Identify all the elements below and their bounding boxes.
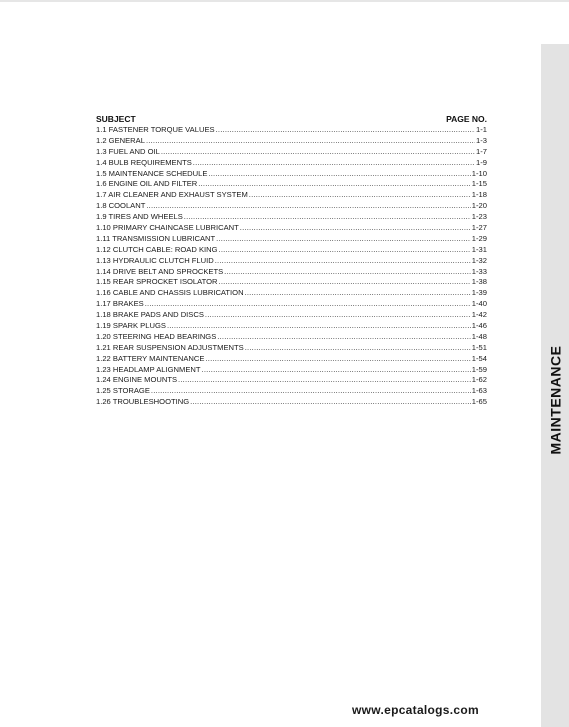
- toc-entry-page: 1-7: [476, 146, 487, 156]
- toc-entry-title: 1.17 BRAKES: [96, 299, 144, 309]
- toc-entry-title: 1.6 ENGINE OIL AND FILTER: [96, 179, 198, 189]
- toc-entry[interactable]: [96, 397, 487, 408]
- toc-entry-title: 1.20 STEERING HEAD BEARINGS: [96, 331, 217, 341]
- toc-entry-title: 1.14 DRIVE BELT AND SPROCKETS: [96, 266, 224, 276]
- toc-entry-page: 1-9: [476, 157, 487, 167]
- dot-leader: [145, 299, 471, 310]
- dot-leader: [184, 212, 471, 223]
- section-title-vertical: MAINTENANCE: [547, 345, 564, 455]
- dot-leader: [193, 158, 475, 169]
- dot-leader: [202, 365, 471, 376]
- dot-leader: [219, 277, 471, 288]
- toc-entry[interactable]: [96, 321, 487, 332]
- toc-entry-page: 1-10: [471, 168, 487, 178]
- toc-entry-page: 1-32: [471, 255, 487, 265]
- toc-entry[interactable]: [96, 288, 487, 299]
- toc-entry[interactable]: [96, 223, 487, 234]
- toc-entry-page: 1-3: [476, 135, 487, 145]
- toc-entry-page: 1-48: [471, 331, 487, 341]
- toc-entry-page: 1-51: [471, 342, 487, 352]
- toc-entry-page: 1-29: [471, 233, 487, 243]
- toc-entry-page: 1-63: [471, 386, 487, 396]
- toc-entry[interactable]: [96, 354, 487, 365]
- toc-entry[interactable]: [96, 147, 487, 158]
- section-side-tab-label: [541, 330, 569, 470]
- toc-entry[interactable]: [96, 179, 487, 190]
- toc-entry-title: 1.22 BATTERY MAINTENANCE: [96, 353, 205, 363]
- toc-entry-page: 1-20: [471, 201, 487, 211]
- toc-entry[interactable]: [96, 190, 487, 201]
- toc-entry-title: 1.18 BRAKE PADS AND DISCS: [96, 310, 204, 320]
- dot-leader: [249, 190, 471, 201]
- dot-leader: [205, 310, 471, 321]
- toc-entry[interactable]: [96, 201, 487, 212]
- dot-leader: [198, 179, 471, 190]
- toc-entry-title: 1.5 MAINTENANCE SCHEDULE: [96, 168, 208, 178]
- toc-entry-title: 1.3 FUEL AND OIL: [96, 146, 160, 156]
- dot-leader: [146, 136, 475, 147]
- toc-entry[interactable]: [96, 310, 487, 321]
- toc-entry[interactable]: [96, 158, 487, 169]
- toc-entry-title: 1.2 GENERAL: [96, 135, 145, 145]
- toc-entry[interactable]: [96, 299, 487, 310]
- toc-entry-page: 1-33: [471, 266, 487, 276]
- dot-leader: [167, 321, 471, 332]
- dot-leader: [224, 267, 471, 278]
- toc-entry-page: 1-59: [471, 364, 487, 374]
- toc-entry-page: 1-62: [471, 375, 487, 385]
- toc-entry-title: 1.16 CABLE AND CHASSIS LUBRICATION: [96, 288, 244, 298]
- toc-entry-page: 1-31: [471, 244, 487, 254]
- dot-leader: [205, 354, 470, 365]
- dot-leader: [151, 386, 471, 397]
- dot-leader: [215, 256, 471, 267]
- toc-header: [96, 112, 487, 124]
- toc-entry[interactable]: [96, 169, 487, 180]
- toc-entry-title: 1.25 STORAGE: [96, 386, 150, 396]
- toc-entry-title: 1.11 TRANSMISSION LUBRICANT: [96, 233, 216, 243]
- dot-leader: [178, 375, 471, 386]
- toc-entry-page: 1-18: [471, 190, 487, 200]
- toc-entry[interactable]: [96, 212, 487, 223]
- page-column-header: PAGE NO.: [446, 114, 487, 124]
- toc-entry[interactable]: [96, 136, 487, 147]
- dot-leader: [146, 201, 470, 212]
- toc-entry[interactable]: [96, 365, 487, 376]
- toc-entry[interactable]: [96, 256, 487, 267]
- toc-entry-page: 1-27: [471, 223, 487, 233]
- toc-entry[interactable]: [96, 234, 487, 245]
- toc-entry[interactable]: [96, 375, 487, 386]
- toc-entry-page: 1-15: [471, 179, 487, 189]
- toc-entry-page: 1-46: [471, 321, 487, 331]
- toc-entry-page: 1-42: [471, 310, 487, 320]
- toc-entry[interactable]: [96, 277, 487, 288]
- table-of-contents: [96, 125, 487, 408]
- toc-entry[interactable]: [96, 386, 487, 397]
- toc-entry[interactable]: [96, 267, 487, 278]
- dot-leader: [240, 223, 471, 234]
- dot-leader: [216, 125, 475, 136]
- toc-entry-title: 1.12 CLUTCH CABLE: ROAD KING: [96, 244, 218, 254]
- toc-entry-page: 1-1: [476, 125, 487, 134]
- toc-entry[interactable]: [96, 245, 487, 256]
- toc-entry-title: 1.26 TROUBLESHOOTING: [96, 397, 190, 407]
- toc-entry-title: 1.4 BULB REQUIREMENTS: [96, 157, 192, 167]
- toc-entry-title: 1.10 PRIMARY CHAINCASE LUBRICANT: [96, 223, 239, 233]
- toc-entry-page: 1-39: [471, 288, 487, 298]
- toc-entry-title: 1.1 FASTENER TORQUE VALUES: [96, 125, 215, 134]
- toc-entry-page: 1-23: [471, 212, 487, 222]
- toc-entry-title: 1.9 TIRES AND WHEELS: [96, 212, 183, 222]
- toc-entry-title: 1.23 HEADLAMP ALIGNMENT: [96, 364, 201, 374]
- dot-leader: [245, 343, 471, 354]
- dot-leader: [190, 397, 471, 408]
- toc-entry[interactable]: [96, 332, 487, 343]
- dot-leader: [217, 332, 471, 343]
- dot-leader: [216, 234, 471, 245]
- toc-entry-page: 1-38: [471, 277, 487, 287]
- toc-entry-page: 1-54: [471, 353, 487, 363]
- toc-entry-page: 1-65: [471, 397, 487, 407]
- dot-leader: [245, 288, 471, 299]
- toc-entry-title: 1.24 ENGINE MOUNTS: [96, 375, 178, 385]
- toc-entry-title: 1.13 HYDRAULIC CLUTCH FLUID: [96, 255, 214, 265]
- toc-entry[interactable]: [96, 343, 487, 354]
- toc-entry-title: 1.7 AIR CLEANER AND EXHAUST SYSTEM: [96, 190, 248, 200]
- dot-leader: [208, 169, 470, 180]
- toc-entry-title: 1.8 COOLANT: [96, 201, 146, 211]
- dot-leader: [219, 245, 471, 256]
- toc-entry-title: 1.19 SPARK PLUGS: [96, 321, 166, 331]
- toc-entry-title: 1.21 REAR SUSPENSION ADJUSTMENTS: [96, 342, 244, 352]
- dot-leader: [161, 147, 475, 158]
- toc-entry[interactable]: [96, 125, 487, 136]
- subject-column-header: SUBJECT: [96, 114, 136, 124]
- toc-entry-title: 1.15 REAR SPROCKET ISOLATOR: [96, 277, 218, 287]
- top-border: [0, 0, 569, 2]
- toc-entry-page: 1-40: [471, 299, 487, 309]
- watermark-url: www.epcatalogs.com: [352, 703, 479, 717]
